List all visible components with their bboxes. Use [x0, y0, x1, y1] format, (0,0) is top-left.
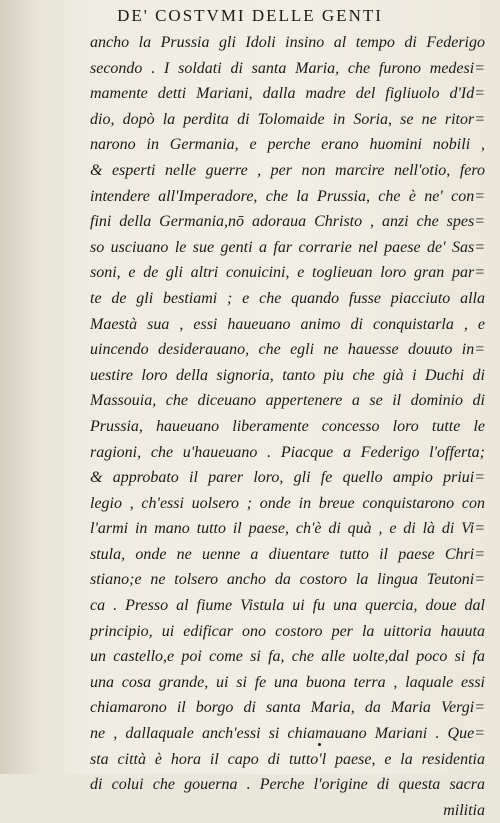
text-line: stula, onde ne uenne a diuentare tutto il paese Chri=: [90, 545, 485, 563]
text-line: principio, ui edificar ono costoro per la uittoria hauuta: [90, 622, 485, 640]
ink-speck: [318, 743, 321, 746]
text-line: ragioni, che u'haueuano . Piacque a Federigo l'offerta;: [90, 443, 485, 461]
text-line: una cosa grande, ui si fe una buona terra , laquale essi: [90, 673, 485, 691]
running-header: DE' COSTVMI DELLE GENTI: [117, 6, 383, 25]
text-line: dio, dopò la perdita di Tolomaide in Soria, se ne ritor=: [90, 110, 485, 128]
catchword: militia: [443, 801, 485, 819]
text-line: & approbato il parer loro, gli fe quello ampio priui=: [90, 469, 485, 487]
text-line: l'armi in mano tutto il paese, ch'è di quà , e di là di Vi=: [90, 520, 485, 538]
text-line: secondo . I soldati di santa Maria, che furono medesi=: [90, 59, 485, 77]
text-line: te de gli bestiami ; e che quando fusse piacciuto alla: [90, 289, 485, 307]
text-line: Massouia, che diceuano appertenere a se il dominio di: [90, 392, 485, 410]
text-line: stiano;e ne tolsero ancho da costoro la lingua Teutoni=: [90, 571, 485, 589]
text-line: di colui che gouerna . Perche l'origine di questa sacra: [90, 776, 485, 794]
text-line: chiamarono il borgo di santa Maria, da Maria Vergi=: [90, 699, 485, 717]
text-line: mamente detti Mariani, dalla madre del figliuolo d'Id=: [90, 85, 485, 103]
text-line: ancho la Prussia gli Idoli insino al tempo di Federigo: [90, 34, 485, 51]
text-line: intendere all'Imperadore, che la Prussia, che è ne' con=: [90, 187, 485, 205]
text-line: soni, e de gli altri conuicini, e toglieuan loro gran par=: [90, 264, 485, 282]
text-body: [90, 30, 485, 823]
text-line: so usciuano le sue genti a far corrarie nel paese de' Sas=: [90, 238, 485, 256]
text-line: uestire loro della signoria, tanto piu che già i Duchi di: [90, 366, 485, 384]
text-line: ca . Presso al fiume Vistula ui fu una quercia, doue dal: [90, 597, 485, 615]
text-line: ne , dallaquale anch'essi si chiamauano Mariani . Que=: [90, 725, 485, 743]
text-line: sta città è hora il capo di tutto'l paese, e la residentia: [90, 750, 485, 768]
text-line: Maestà sua , essi haueuano animo di conquistarla , e: [90, 315, 485, 333]
text-line: Prussia, haueuano liberamente concesso loro tutte le: [90, 417, 485, 435]
text-line: fini della Germania,nō adoraua Christo , anzi che spes=: [90, 213, 485, 231]
text-line: un castello,e poi come si fa, che alle uolte,dal poco si fa: [90, 648, 485, 666]
text-line: uincendo desiderauano, che egli ne hauesse douuto in=: [90, 341, 485, 359]
text-line: narono in Germania, e perche erano huomini nobili ,: [90, 136, 485, 154]
text-line: & esperti nelle guerre , per non marcire nell'otio, fero: [90, 161, 485, 179]
text-line: legio , ch'essi uolsero ; onde in breue conquistarono con: [90, 494, 485, 512]
